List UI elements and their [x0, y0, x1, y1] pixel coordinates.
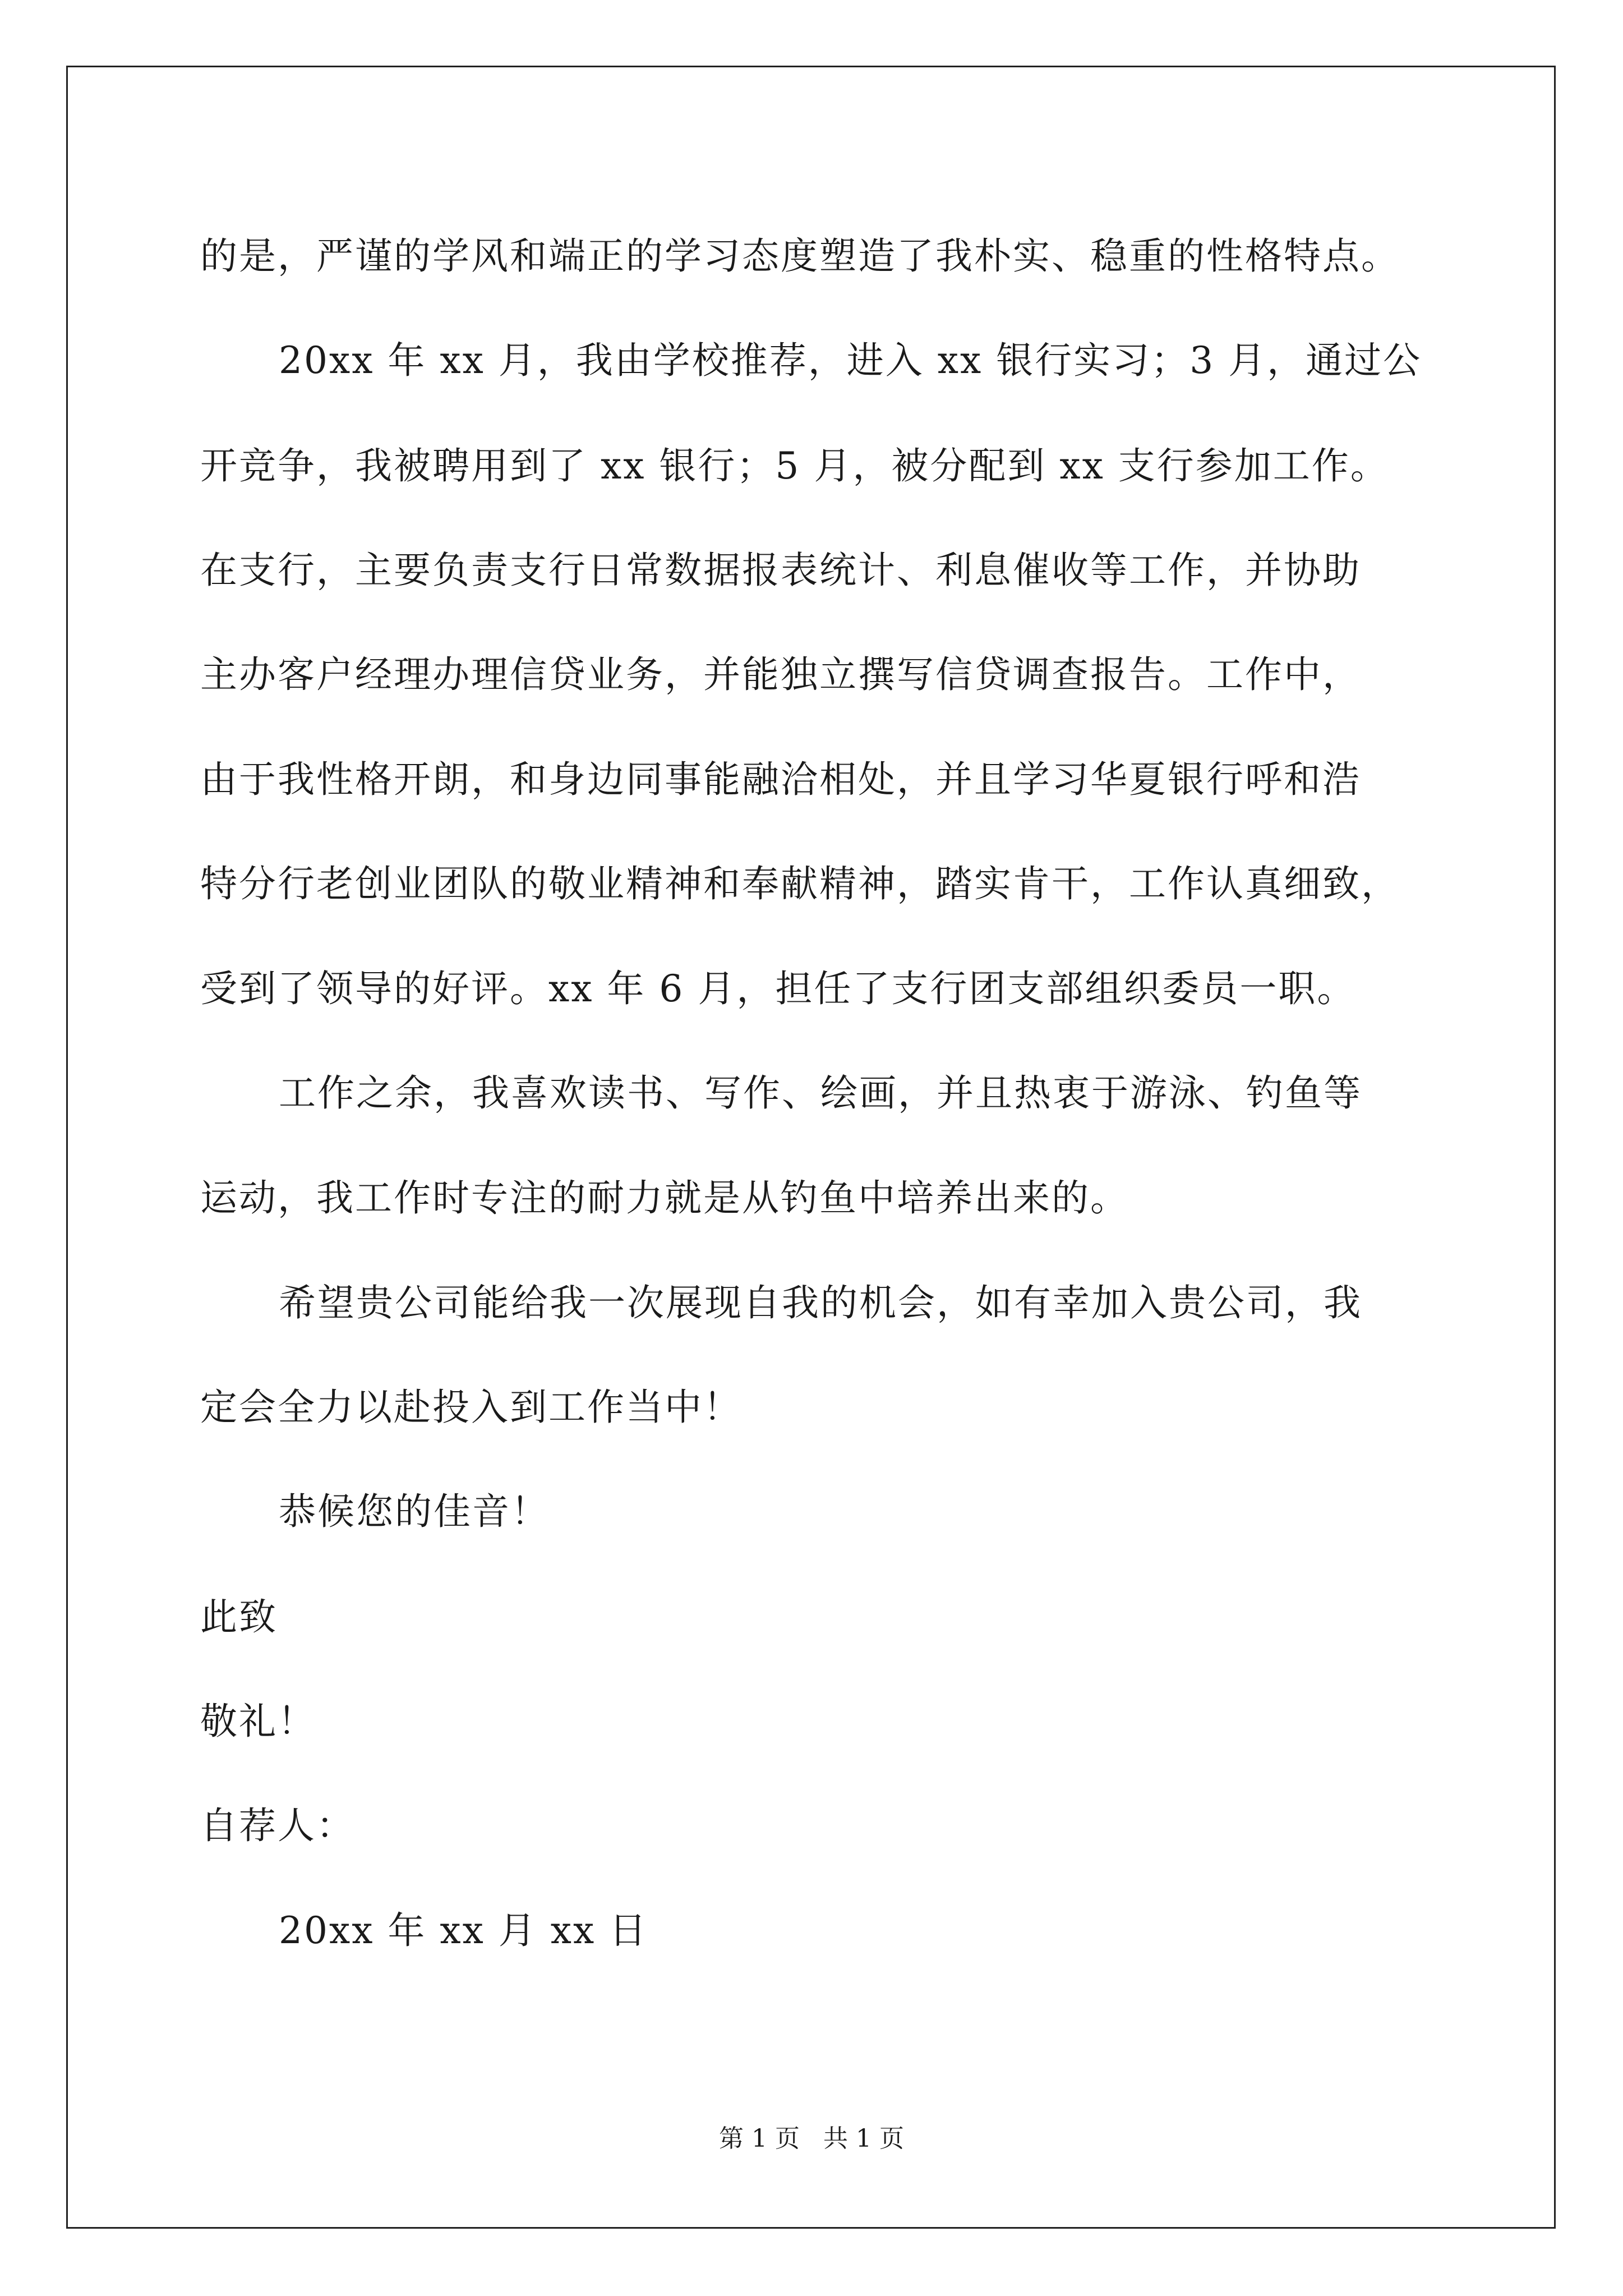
text-line: 定会全力以赴投入到工作当中！: [200, 1386, 742, 1429]
text-line: 特分行老创业团队的敬业精神和奉献精神，踏实肯干，工作认真细致，: [200, 862, 1400, 905]
text-line: 20xx 年 xx 月 xx 日: [279, 1909, 648, 1952]
page-number-footer: 第 1 页 共 1 页: [719, 2124, 904, 2153]
text-line: 主办客户经理办理信贷业务，并能独立撰写信贷调查报告。工作中，: [200, 653, 1361, 696]
text-line: 的是，严谨的学风和端正的学习态度塑造了我朴实、稳重的性格特点。: [200, 234, 1400, 278]
page-border: [66, 66, 1556, 2229]
text-line: 20xx 年 xx 月，我由学校推荐，进入 xx 银行实习；3 月，通过公: [279, 339, 1422, 382]
text-line: 受到了领导的好评。xx 年 6 月，担任了支行团支部组织委员一职。: [200, 967, 1356, 1010]
text-line: 由于我性格开朗，和身边同事能融洽相处，并且学习华夏银行呼和浩: [200, 758, 1361, 801]
text-line: 工作之余，我喜欢读书、写作、绘画，并且热衷于游泳、钓鱼等: [279, 1071, 1362, 1115]
text-line: 敬礼！: [200, 1700, 316, 1743]
text-line: 开竞争，我被聘用到了 xx 银行；5 月，被分配到 xx 支行参加工作。: [200, 444, 1389, 487]
text-line: 恭候您的佳音！: [279, 1490, 550, 1533]
text-line: 希望贵公司能给我一次展现自我的机会，如有幸加入贵公司，我: [279, 1281, 1362, 1324]
text-line: 在支行，主要负责支行日常数据报表统计、利息催收等工作，并协助: [200, 549, 1361, 592]
text-line: 自荐人：: [200, 1804, 355, 1847]
text-line: 此致: [200, 1595, 278, 1639]
text-line: 运动，我工作时专注的耐力就是从钓鱼中培养出来的。: [200, 1176, 1129, 1220]
